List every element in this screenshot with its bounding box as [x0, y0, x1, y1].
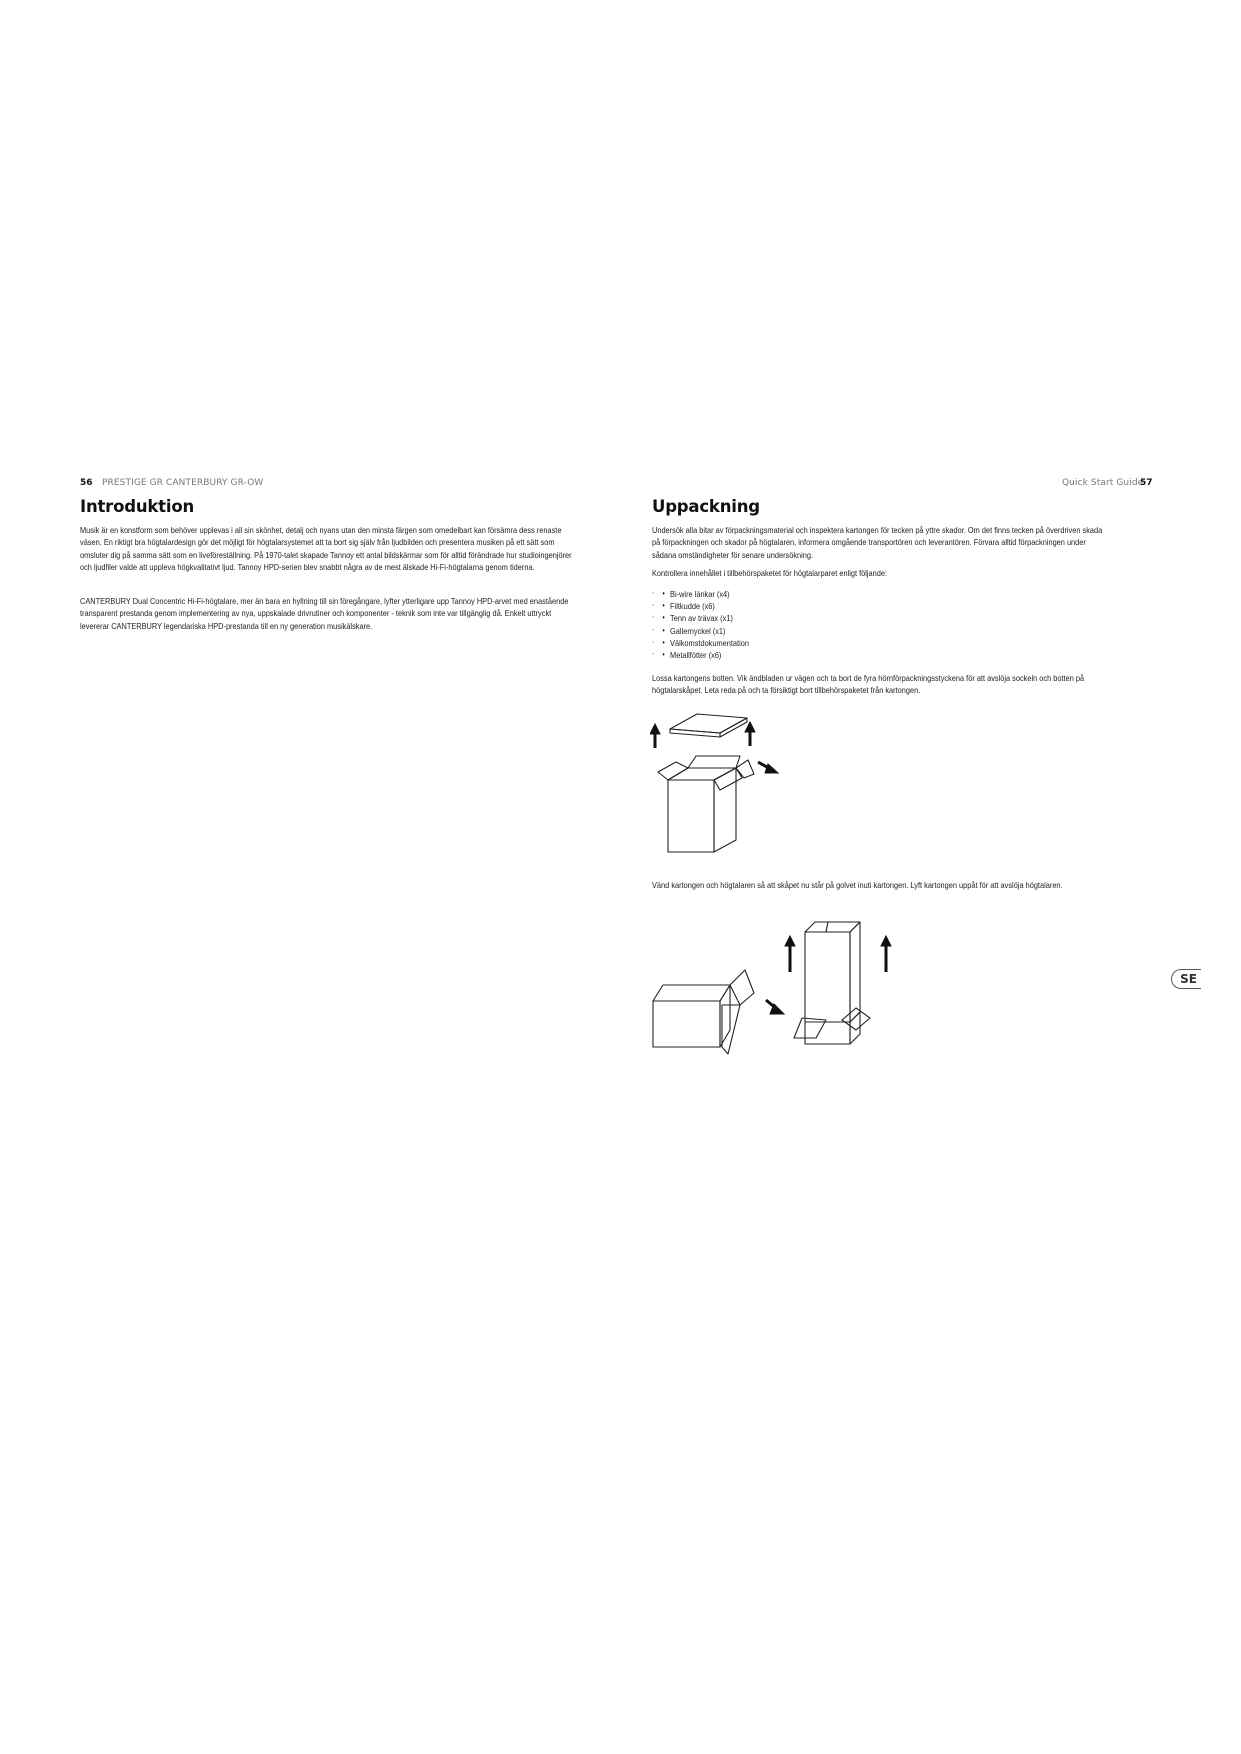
unpacking-paragraph-3: Lossa kartongens botten. Vik ändbladen ur vägen och ta bort de fyra hörnförpackningsstyckena för att avslöja sockeln och botten på högtalarskåpet. Leta reda på och ta försiktigt bort tillbehörspaketet från kartongen. — [652, 673, 1085, 696]
language-badge: SE — [1171, 969, 1201, 989]
diagonal-arrow — [766, 1000, 784, 1014]
left-running-title: PRESTIGE GR CANTERBURY GR-OW — [102, 478, 264, 488]
unpacking-heading: Uppackning — [652, 497, 760, 516]
unpacking-paragraph-2: Kontrollera innehållet i tillbehörspaketet för högtalarparet enligt följande: — [652, 568, 888, 578]
intro-paragraph-1: Musik är en konstform som behöver upplevas i all sin skönhet, detalj och nyans utan den minsta färgen som omedelbart kan försämra dess renaste väsen. En riktigt bra högtalardesign gör det möjligt för högtalarsystemet att ta bort sig själv från ljudbilden och presentera musiken på ett sätt som omsluter dig på samma sätt som en liveföreställning. På 1970-talet skapade Tannoy ett antal bildskärmar som för alltid förändrade hur studioingenjörer och ljudfiler valde att uppleva högkvalitativt ljud. Tannoy HPD-serien blev snabbt några av de mest älskade Hi-Fi-högtalarna genom tiderna. — [80, 525, 572, 572]
right-running-title: Quick Start Guide — [1062, 478, 1144, 488]
intro-paragraph-2: CANTERBURY Dual Concentric Hi-Fi-högtalare, mer än bara en hyllning till sin föregångare, lyfter ytterligare upp Tannoy HPD-arvet med enastående transparent prestanda genom implementering av nya, uppskalade drivrutiner och komponenter - teknik som inte var tillgänglig då. Enkelt uttryckt levererar CANTERBURY legendariska HPD-prestanda till en ny generation musikälskare. — [80, 596, 569, 631]
list-item: ◦ • Metallfötter (x6) — [652, 650, 722, 661]
box-turn-illustration — [650, 910, 895, 1060]
accessory-list — [652, 588, 765, 661]
list-item: ◦ • Välkomstdokumentation — [652, 637, 749, 648]
diagonal-arrow — [758, 762, 778, 773]
introduction-heading: Introduktion — [80, 497, 195, 516]
unpacking-paragraph-4: Vänd kartongen och högtalaren så att skåpet nu står på golvet inuti kartongen. Lyft kartongen uppåt för att avslöja högtalaren. — [652, 880, 1063, 890]
box-open-illustration — [650, 706, 790, 856]
unpacking-paragraph-1: Undersök alla bitar av förpackningsmaterial och inspektera kartongen för tecken på yttre skador. Om det finns tecken på överdriven skada på förpackningen och skador på högtalaren, informera omgående transportören och leverantören. Förvara alltid förpackningen under sådana omständigheter för senare undersökning. — [652, 525, 1103, 560]
list-item: ◦ • Gallernyckel (x1) — [652, 625, 726, 636]
right-page-number: 57 — [1140, 478, 1153, 488]
list-item: ◦ • Bi-wire länkar (x4) — [652, 589, 730, 599]
list-item: ◦ • Filtkudde (x6) — [652, 601, 715, 612]
lift-arrows — [785, 936, 891, 972]
list-item: ◦ • Tenn av trävax (x1) — [652, 613, 733, 624]
left-page-number: 56 — [80, 478, 93, 488]
